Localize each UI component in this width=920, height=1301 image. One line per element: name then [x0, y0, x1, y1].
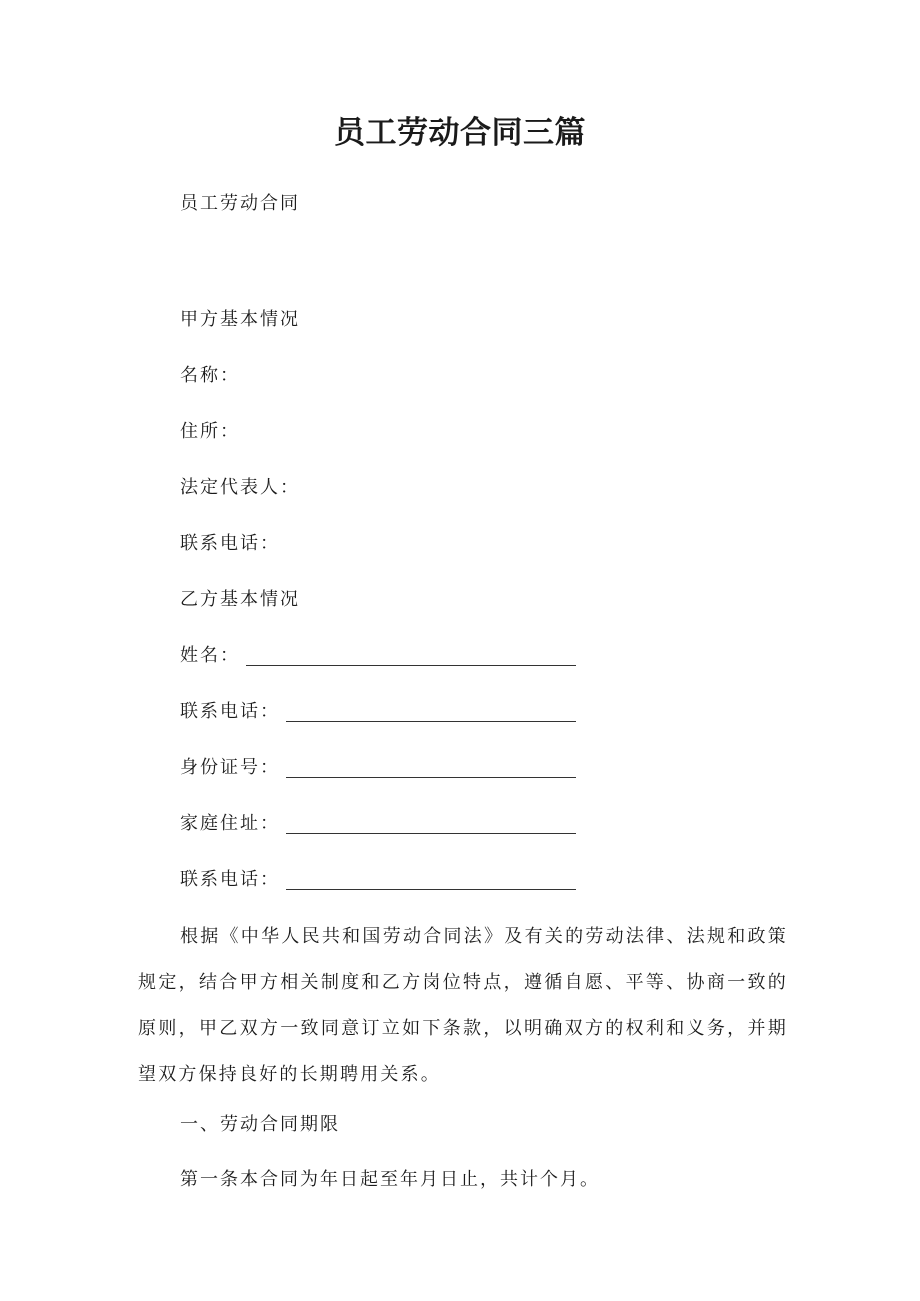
party-b-id-label: 身份证号： — [180, 757, 280, 778]
party-b-phone-label: 联系电话： — [180, 701, 280, 722]
party-b-phone2-blank[interactable] — [286, 889, 576, 890]
party-a-address-label: 住所： — [180, 421, 240, 442]
party-b-home-address-label: 家庭住址： — [180, 813, 280, 834]
party-b-phone-blank[interactable] — [286, 721, 576, 722]
party-b-heading: 乙方基本情况 — [180, 589, 300, 610]
party-a-heading: 甲方基本情况 — [180, 309, 300, 330]
document-title: 员工劳动合同三篇 — [334, 115, 586, 151]
party-b-home-address-blank[interactable] — [286, 833, 576, 834]
party-a-phone-label: 联系电话： — [180, 533, 280, 554]
party-b-phone2-label: 联系电话： — [180, 869, 280, 890]
article-1: 第一条本合同为年日起至年月日止，共计个月。 — [180, 1169, 600, 1190]
party-b-id-blank[interactable] — [286, 777, 576, 778]
preamble-paragraph: 根据《中华人民共和国劳动合同法》及有关的劳动法律、法规和政策规定，结合甲方相关制度和乙方岗位特点，遵循自愿、平等、协商一致的原则，甲乙双方一致同意订立如下条款，以明确双方的权利和义务，并期望双方保持良好的长期聘用关系。 — [138, 926, 788, 1085]
party-b-name-label: 姓名： — [180, 645, 240, 666]
section-1-heading: 一、劳动合同期限 — [180, 1114, 340, 1135]
contract-subtitle: 员工劳动合同 — [180, 193, 300, 214]
party-a-legal-rep-label: 法定代表人： — [180, 477, 300, 498]
party-a-name-label: 名称： — [180, 365, 240, 386]
party-b-name-blank[interactable] — [246, 665, 576, 666]
